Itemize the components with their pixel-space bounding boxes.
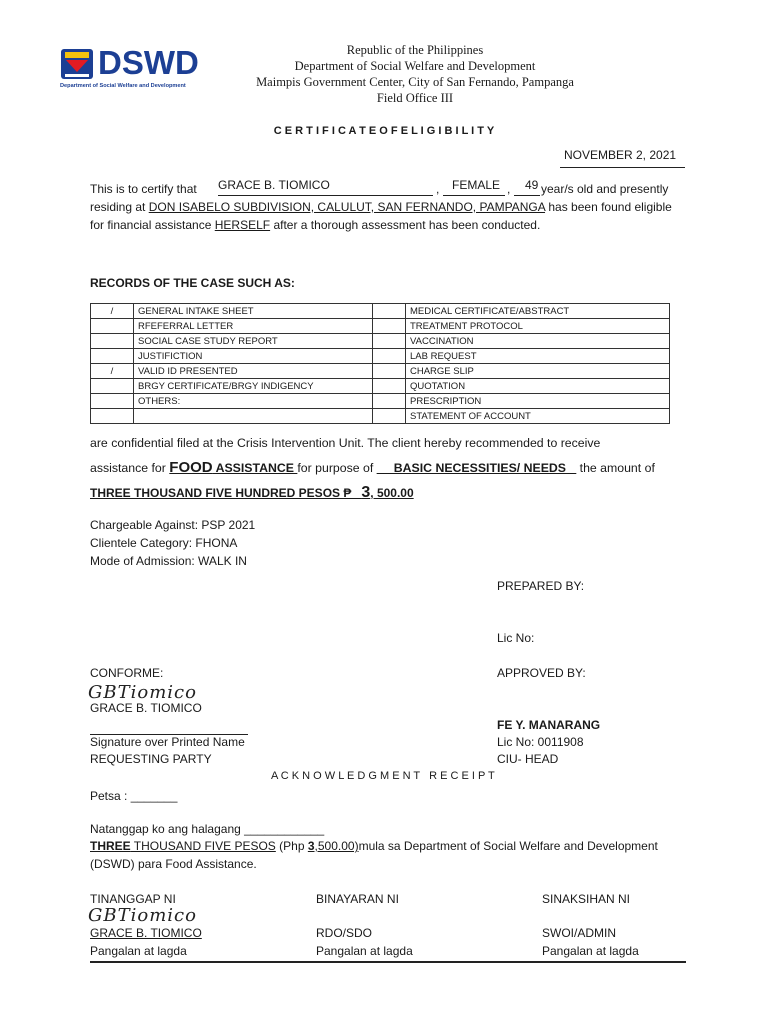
certify-age-suffix: year/s old and presently	[541, 182, 669, 196]
dswd-logo	[60, 46, 210, 94]
conforme-caption: Signature over Printed Name	[90, 735, 245, 749]
binayaran-label: BINAYARAN NI	[316, 892, 399, 906]
line3-prefix: for financial assistance	[90, 218, 212, 232]
record-label-right: LAB REQUEST	[406, 349, 670, 364]
header-line3: Maimpis Government Center, City of San Fernando, Pampanga	[256, 75, 574, 89]
table-row	[91, 364, 670, 379]
tinanggap-label: TINANGGAP NI	[90, 892, 176, 906]
approver-lic: Lic No: 0011908	[497, 735, 584, 749]
record-check-right	[373, 349, 406, 364]
record-check-right	[373, 304, 406, 319]
record-check-right	[373, 409, 406, 424]
sinaksihan-name: SWOI/ADMIN	[542, 926, 616, 940]
conforme-label: CONFORME:	[90, 666, 164, 680]
record-check-left	[91, 319, 134, 334]
assistance-line	[90, 218, 540, 232]
record-label-right: MEDICAL CERTIFICATE/ABSTRACT	[406, 304, 670, 319]
header-line4: Field Office III	[376, 91, 454, 105]
logo-subtitle: Department of Social Welfare and Development	[60, 83, 186, 89]
age-underline	[514, 195, 540, 196]
record-check-right	[373, 319, 406, 334]
record-check-right	[373, 364, 406, 379]
amount-prefix: the amount of	[579, 461, 655, 475]
record-label-right: PRESCRIPTION	[406, 394, 670, 409]
record-label-left: BRGY CERTIFICATE/BRGY INDIGENCY	[134, 379, 373, 394]
requesting-party: REQUESTING PARTY	[90, 752, 212, 766]
record-check-left	[91, 349, 134, 364]
certify-prefix: This is to certify that	[90, 182, 197, 196]
amount-big: 3	[361, 484, 371, 501]
purpose: __ BASIC NECESSITIES/ NEEDS _	[376, 461, 577, 475]
conforme-signature: GBTiomico	[88, 682, 197, 703]
record-label-left: VALID ID PRESENTED	[134, 364, 373, 379]
date: NOVEMBER 2, 2021	[564, 148, 677, 162]
certify-sex: FEMALE	[452, 178, 501, 192]
letterhead	[200, 42, 630, 106]
record-label-left: RFEFERRAL LETTER	[134, 319, 373, 334]
receipt-php-bold: 3	[307, 839, 315, 853]
purpose-prefix: for purpose of	[297, 461, 374, 475]
tinanggap-caption: Pangalan at lagda	[90, 944, 187, 958]
dswd-emblem-icon	[60, 48, 94, 84]
table-row	[91, 379, 670, 394]
header-line1: Republic of the Philippines	[346, 43, 484, 57]
assistance-prefix: assistance for	[90, 461, 166, 475]
conforme-name: GRACE B. TIOMICO	[90, 701, 202, 715]
footer-rule	[90, 961, 686, 963]
record-label-left	[134, 409, 373, 424]
tinanggap-signature: GBTiomico	[88, 905, 197, 926]
receipt-words-bold: THREE	[90, 839, 131, 853]
residing-line	[90, 200, 672, 214]
record-label-right: STATEMENT OF ACCOUNT	[406, 409, 670, 424]
record-check-right	[373, 334, 406, 349]
residing-suffix: has been found eligible	[548, 200, 672, 214]
approver-name: FE Y. MANARANG	[497, 718, 601, 732]
approved-by-label: APPROVED BY:	[497, 666, 586, 680]
record-check-right	[373, 379, 406, 394]
certify-age: 49	[525, 178, 539, 192]
record-check-left	[91, 394, 134, 409]
certify-name: GRACE B. TIOMICO	[218, 178, 330, 192]
beneficiary: HERSELF	[214, 218, 271, 232]
record-label-left: SOCIAL CASE STUDY REPORT	[134, 334, 373, 349]
record-label-right: TREATMENT PROTOCOL	[406, 319, 670, 334]
binayaran-name: RDO/SDO	[316, 926, 373, 940]
residing-prefix: residing at	[90, 200, 146, 214]
assistance-for-line	[90, 459, 655, 476]
receipt-amount-line: THREE THOUSAND FIVE PESOS (Php 3,500.00)mula sa Department of Social Welfare and Development	[90, 839, 658, 853]
natanggap-line: Natanggap ko ang halagang ____________	[90, 822, 325, 836]
prepared-lic: Lic No:	[497, 631, 535, 645]
record-check-right	[373, 394, 406, 409]
records-heading: RECORDS OF THE CASE SUCH AS:	[90, 276, 295, 290]
residence-address: DON ISABELO SUBDIVISION, CALULUT, SAN FERNANDO, PAMPANGA	[148, 200, 546, 214]
amount-words: THREE THOUSAND FIVE HUNDRED PESOS ₱ _3, 500.00	[90, 484, 414, 501]
record-check-left: /	[91, 304, 134, 319]
table-row	[91, 349, 670, 364]
date-underline	[560, 167, 685, 168]
sex-underline	[443, 195, 505, 196]
binayaran-caption: Pangalan at lagda	[316, 944, 413, 958]
mode-of-admission: Mode of Admission: WALK IN	[90, 554, 247, 568]
record-check-left	[91, 409, 134, 424]
record-label-right: CHARGE SLIP	[406, 364, 670, 379]
approver-position: CIU- HEAD	[497, 752, 559, 766]
document-title: C E R T I F I C A T E O F E L I G I B I L I T Y	[273, 125, 495, 137]
receipt-from: mula sa Department of Social Welfare and Development	[358, 839, 658, 853]
table-row	[91, 304, 670, 319]
record-label-right: QUOTATION	[406, 379, 670, 394]
record-check-left	[91, 334, 134, 349]
petsa: Petsa : _______	[90, 789, 178, 803]
table-row	[91, 409, 670, 424]
assistance-type: FOOD ASSISTANCE	[169, 459, 298, 476]
record-label-left: GENERAL INTAKE SHEET	[134, 304, 373, 319]
record-check-left	[91, 379, 134, 394]
logo-text: DSWD	[98, 44, 199, 81]
prepared-by-label: PREPARED BY:	[497, 579, 585, 593]
table-row	[91, 319, 670, 334]
header-line2: Department of Social Welfare and Development	[294, 59, 536, 73]
receipt-title: A C K N O W L E D G M E N T R E C E I P T	[271, 770, 495, 782]
receipt-line3: (DSWD) para Food Assistance.	[90, 857, 257, 871]
tinanggap-name: GRACE B. TIOMICO	[90, 926, 202, 940]
record-label-left: OTHERS:	[134, 394, 373, 409]
record-label-left: JUSTIFICTION	[134, 349, 373, 364]
sinaksihan-caption: Pangalan at lagda	[542, 944, 639, 958]
table-row	[91, 394, 670, 409]
name-underline	[218, 195, 433, 196]
receipt-words: THOUSAND FIVE PESOS	[130, 839, 276, 853]
record-label-right: VACCINATION	[406, 334, 670, 349]
sinaksihan-label: SINAKSIHAN NI	[542, 892, 631, 906]
chargeable-against: Chargeable Against: PSP 2021	[90, 518, 256, 532]
records-table	[90, 303, 670, 424]
record-check-left: /	[91, 364, 134, 379]
line3-suffix: after a thorough assessment has been conducted.	[273, 218, 541, 232]
confidential-line: are confidential filed at the Crisis Intervention Unit. The client hereby recommended to receive	[90, 436, 601, 450]
table-row	[91, 334, 670, 349]
clientele-category: Clientele Category: FHONA	[90, 536, 238, 550]
